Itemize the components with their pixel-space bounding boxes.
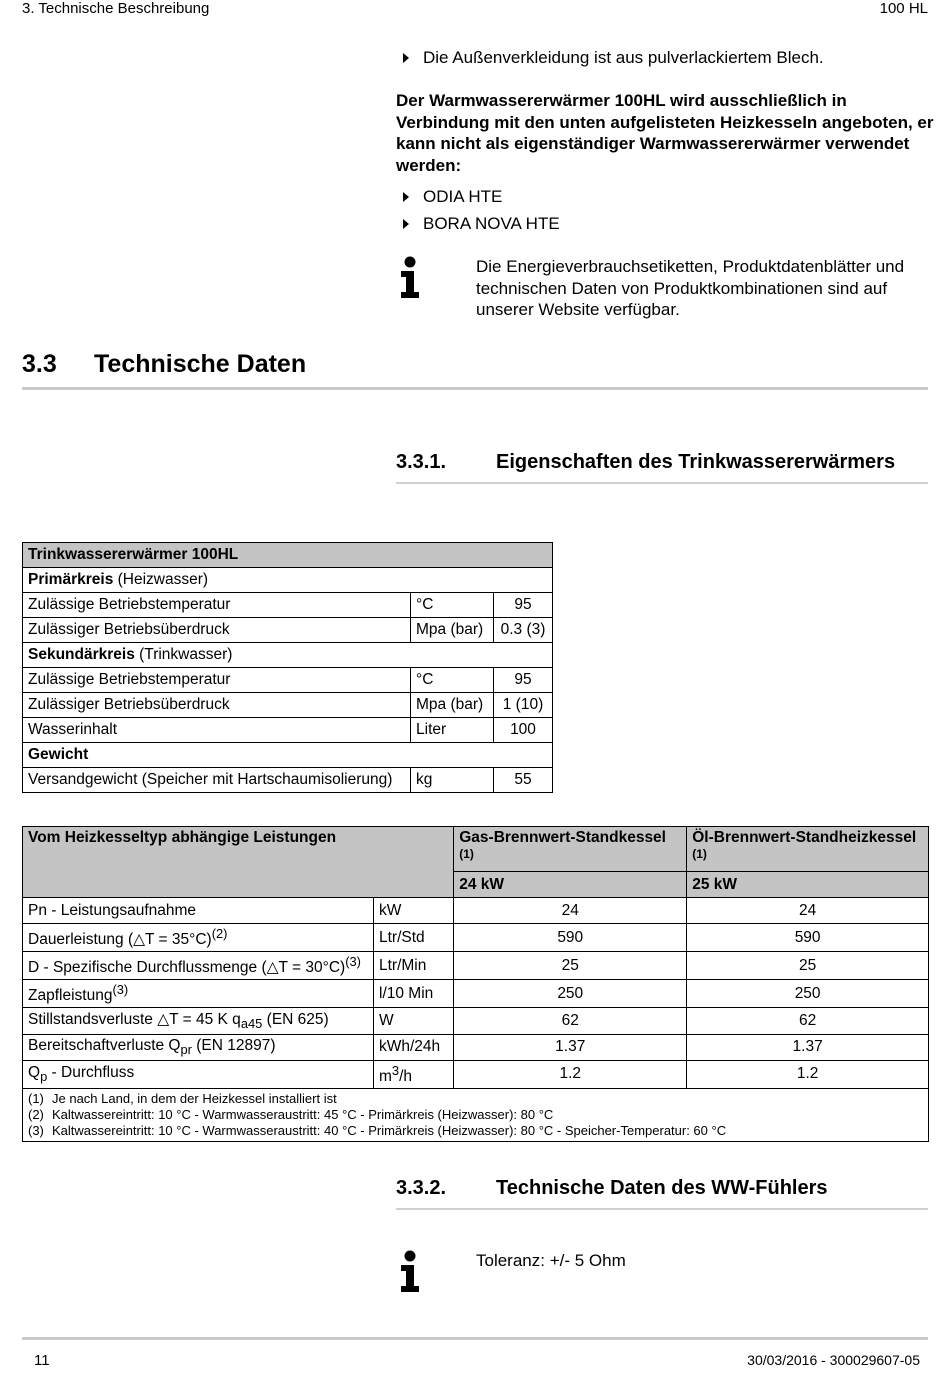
section-title: Technische Daten bbox=[94, 350, 307, 378]
row-value: 95 bbox=[494, 668, 553, 693]
row-unit: °C bbox=[411, 593, 494, 618]
table-row bbox=[23, 924, 929, 952]
info-icon bbox=[398, 256, 422, 300]
section-heading bbox=[22, 350, 306, 379]
row-value-gas: 1.2 bbox=[454, 1060, 687, 1088]
row-value: 1 (10) bbox=[494, 693, 553, 718]
table-title: Trinkwassererwärmer 100HL bbox=[23, 543, 553, 568]
boiler-list-item bbox=[400, 187, 502, 207]
boiler-name: ODIA HTE bbox=[423, 187, 503, 206]
table-row bbox=[23, 618, 553, 643]
info-note: Die Energieverbrauchsetiketten, Produktdatenblätter und technischen Daten von Produktkombinationen sind auf unserer Website verfügbar. bbox=[476, 257, 905, 319]
row-value-gas: 250 bbox=[454, 980, 687, 1008]
boiler-list-item bbox=[400, 214, 560, 234]
bullet-arrow-icon bbox=[403, 192, 409, 202]
row-label: Stillstandsverluste △T = 45 K $q_{a45}$ (EN 625) bbox=[23, 1008, 374, 1034]
boiler-paragraph: Der Warmwassererwärmer 100HL wird ausschließlich in Verbindung mit den unten aufgelisteten Heizkesseln angeboten, er kann nicht als eigenständiger Warmwassererwärmer verwendet werden: bbox=[396, 91, 934, 175]
sensor-tolerance-note: Toleranz: +/- 5 Ohm bbox=[476, 1251, 626, 1270]
gas-boiler-power: 24 kW bbox=[454, 872, 687, 898]
row-value-oil: 590 bbox=[687, 924, 929, 952]
row-unit: l/10 Min bbox=[374, 980, 454, 1008]
footer-divider bbox=[22, 1337, 928, 1340]
boiler-name: BORA NOVA HTE bbox=[423, 214, 560, 233]
column-oil-boiler: Öl-Brennwert-Standheizkessel (1) bbox=[687, 827, 929, 872]
section-divider bbox=[22, 387, 928, 390]
row-label: Zapfleistung$^{(3)}$ bbox=[23, 980, 374, 1008]
row-unit: Mpa (bar) bbox=[411, 618, 494, 643]
row-label: Dauerleistung (△T = 35°C)$^{(2)}$ bbox=[23, 924, 374, 952]
performance-heading: Vom Heizkesseltyp abhängige Leistungen bbox=[23, 827, 454, 898]
table-row bbox=[23, 768, 553, 793]
row-unit: kg bbox=[411, 768, 494, 793]
subsection-divider bbox=[396, 482, 928, 484]
row-unit: Ltr/Min bbox=[374, 952, 454, 980]
table-row bbox=[23, 1008, 929, 1034]
row-value-gas: 25 bbox=[454, 952, 687, 980]
header-section: 3. Technische Beschreibung bbox=[22, 0, 210, 17]
row-value-gas: 1.37 bbox=[454, 1034, 687, 1060]
table-group-heading: Gewicht bbox=[23, 743, 553, 768]
table-row bbox=[23, 898, 929, 924]
table-row bbox=[23, 952, 929, 980]
footnote: (2) Kaltwassereintritt: 10 °C - Warmwasseraustritt: 45 °C - Primärkreis (Heizwasser): 80 °C bbox=[28, 1106, 554, 1122]
row-label: Zulässige Betriebstemperatur bbox=[23, 668, 411, 693]
bullet-arrow-icon bbox=[403, 219, 409, 229]
page-number: 11 bbox=[34, 1352, 50, 1369]
row-label: Zulässiger Betriebsüberdruck bbox=[23, 618, 411, 643]
row-unit: Mpa (bar) bbox=[411, 693, 494, 718]
row-value-oil: 25 bbox=[687, 952, 929, 980]
subsection-number: 3.3.1. bbox=[396, 451, 447, 473]
row-unit: $m^3/h$ bbox=[374, 1060, 454, 1088]
table-row bbox=[23, 668, 553, 693]
table-row bbox=[23, 718, 553, 743]
row-value-oil: 1.2 bbox=[687, 1060, 929, 1088]
row-unit: Ltr/Std bbox=[374, 924, 454, 952]
row-value-gas: 590 bbox=[454, 924, 687, 952]
row-value-oil: 62 bbox=[687, 1008, 929, 1034]
row-label: Pn - Leistungsaufnahme bbox=[23, 898, 374, 924]
row-value-oil: 250 bbox=[687, 980, 929, 1008]
bullet-item bbox=[400, 48, 824, 68]
row-label: $Q_p$ - Durchfluss bbox=[23, 1060, 374, 1088]
document-reference: 30/03/2016 - 300029607-05 bbox=[747, 1352, 920, 1368]
row-value: 95 bbox=[494, 593, 553, 618]
section-number: 3.3 bbox=[22, 350, 57, 378]
row-unit: °C bbox=[411, 668, 494, 693]
subsection-title: Eigenschaften des Trinkwassererwärmers bbox=[496, 451, 896, 473]
row-label: D - Spezifische Durchflussmenge (△T = 30°C)$^{(3)}$ bbox=[23, 952, 374, 980]
row-value: 55 bbox=[494, 768, 553, 793]
water-heater-table bbox=[22, 542, 553, 793]
bullet-arrow-icon bbox=[403, 53, 409, 63]
row-label: Wasserinhalt bbox=[23, 718, 411, 743]
oil-boiler-power: 25 kW bbox=[687, 872, 929, 898]
row-unit: kW bbox=[374, 898, 454, 924]
subsection-heading bbox=[396, 451, 895, 474]
subsection-title: Technische Daten des WW-Fühlers bbox=[496, 1177, 828, 1199]
subsection-divider bbox=[396, 1208, 928, 1210]
row-unit: Liter bbox=[411, 718, 494, 743]
table-group-heading: Primärkreis (Heizwasser) bbox=[23, 568, 553, 593]
row-label: Versandgewicht (Speicher mit Hartschaumisolierung) bbox=[23, 768, 411, 793]
table-row bbox=[23, 693, 553, 718]
subsection-heading bbox=[396, 1177, 828, 1200]
row-value-gas: 62 bbox=[454, 1008, 687, 1034]
table-row bbox=[23, 1034, 929, 1060]
header-model: 100 HL bbox=[879, 0, 928, 17]
row-unit: kWh/24h bbox=[374, 1034, 454, 1060]
table-row bbox=[23, 980, 929, 1008]
row-label: Bereitschaftverluste $Q_{pr}$ (EN 12897) bbox=[23, 1034, 374, 1060]
table-footnotes bbox=[23, 1088, 929, 1141]
row-value-gas: 24 bbox=[454, 898, 687, 924]
row-value-oil: 1.37 bbox=[687, 1034, 929, 1060]
bullet-text: Die Außenverkleidung ist aus pulverlackiertem Blech. bbox=[423, 48, 824, 67]
row-label: Zulässige Betriebstemperatur bbox=[23, 593, 411, 618]
row-value: 100 bbox=[494, 718, 553, 743]
row-value-oil: 24 bbox=[687, 898, 929, 924]
row-value: 0.3 (3) bbox=[494, 618, 553, 643]
table-row bbox=[23, 1060, 929, 1088]
table-group-heading: Sekundärkreis (Trinkwasser) bbox=[23, 643, 553, 668]
table-row bbox=[23, 593, 553, 618]
footnote: (3) Kaltwassereintritt: 10 °C - Warmwasseraustritt: 40 °C - Primärkreis (Heizwasser): 80 °C - Speicher-Temperatur: 60 °C bbox=[28, 1122, 727, 1138]
row-label: Zulässiger Betriebsüberdruck bbox=[23, 693, 411, 718]
subsection-number: 3.3.2. bbox=[396, 1177, 447, 1199]
column-gas-boiler: Gas-Brennwert-Standkessel (1) bbox=[454, 827, 687, 872]
row-unit: W bbox=[374, 1008, 454, 1034]
info-icon bbox=[398, 1250, 422, 1294]
footnote: (1) Je nach Land, in dem der Heizkessel installiert ist bbox=[28, 1090, 337, 1106]
performance-table bbox=[22, 826, 929, 1142]
